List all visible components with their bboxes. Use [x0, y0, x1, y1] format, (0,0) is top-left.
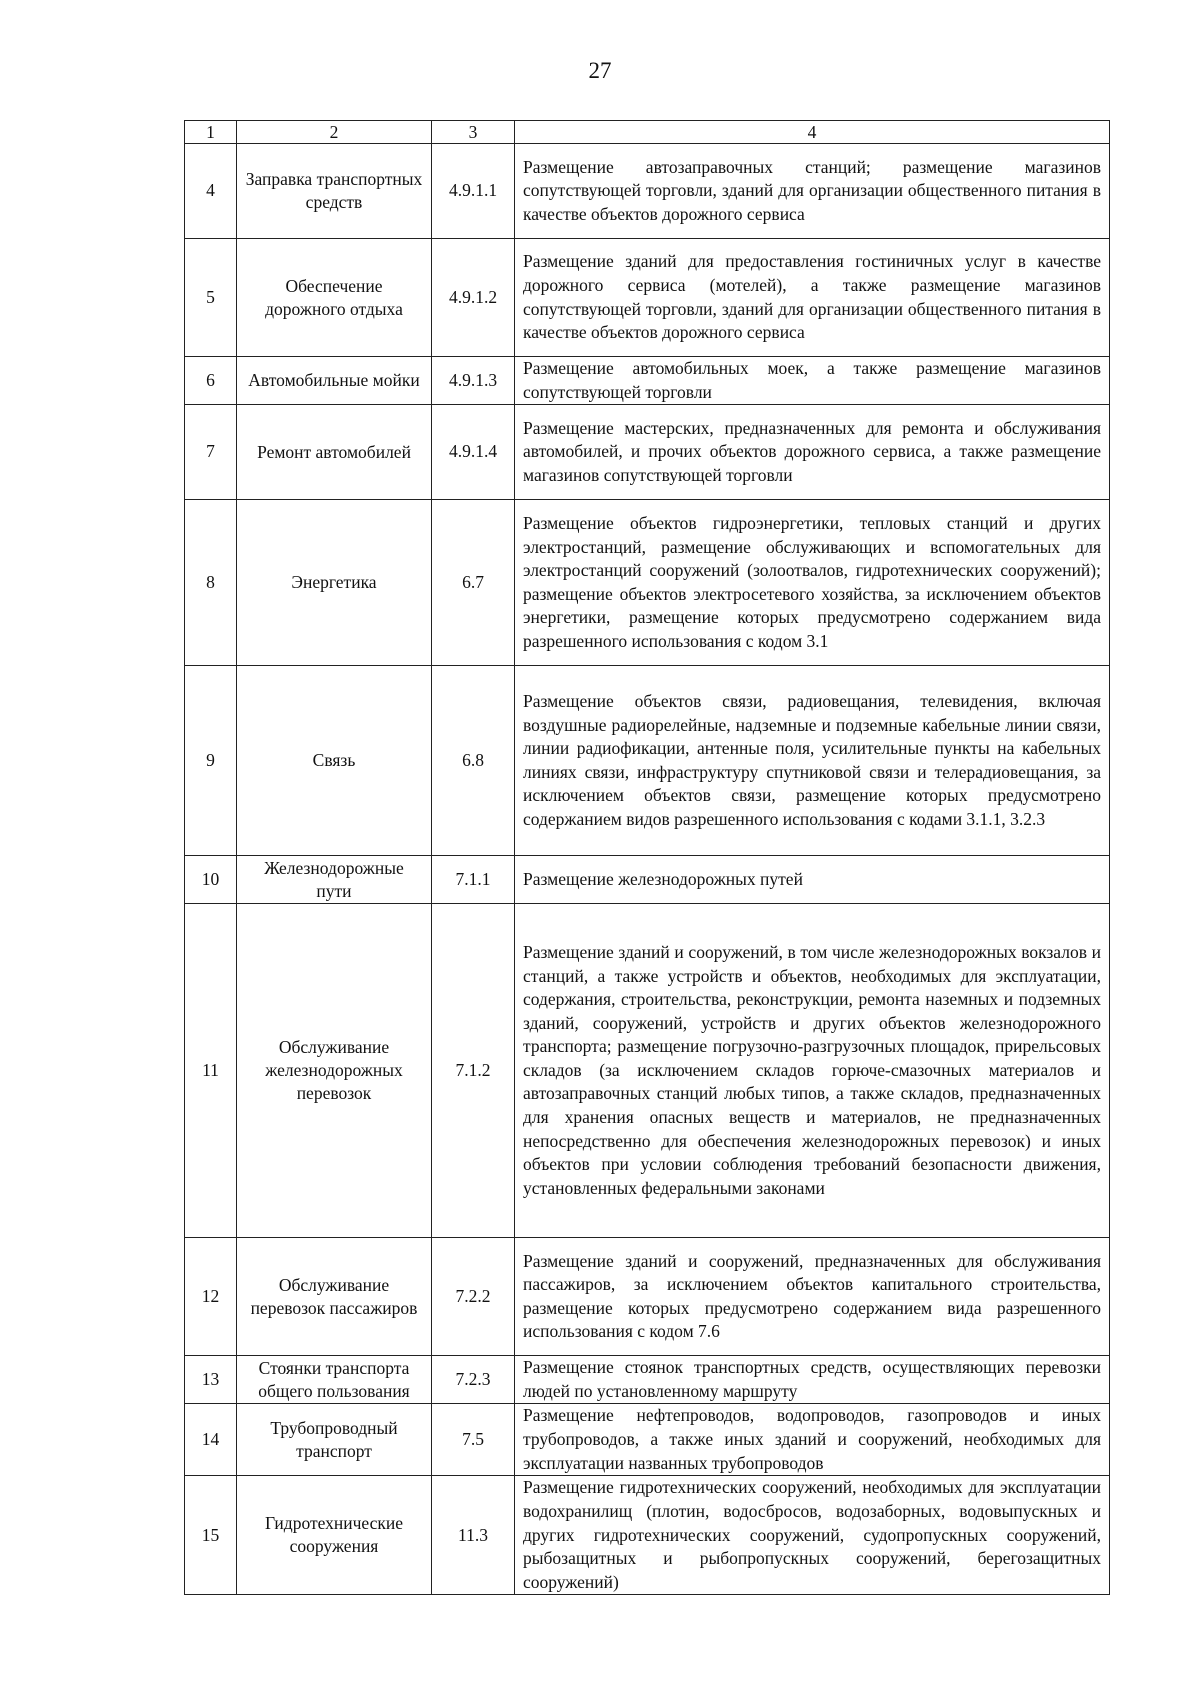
use-type-code: 6.7 [432, 500, 515, 666]
table-row [185, 405, 1110, 500]
use-type-description: Размещение мастерских, предназначенных для ремонта и обслуживания автомобилей, и прочих объектов дорожного сервиса, а также размещение магазинов сопутствующей торговли [515, 405, 1110, 500]
use-type-description: Размещение автозаправочных станций; размещение магазинов сопутствующей торговли, зданий для организации общественного питания в качестве объектов дорожного сервиса [515, 144, 1110, 239]
use-type-description: Размещение зданий для предоставления гостиничных услуг в качестве дорожного сервиса (мотелей), а также размещение магазинов сопутствующей торговли, зданий для организации общественного питания в качестве объектов дорожного сервиса [515, 239, 1110, 357]
table-row [185, 856, 1110, 904]
table-row [185, 904, 1110, 1238]
header-col-1: 1 [185, 121, 237, 144]
use-type-description: Размещение объектов гидроэнергетики, тепловых станций и других электростанций, размещение обслуживающих и вспомогательных для электростанций сооружений (золоотвалов, гидротехнических сооружений); размещение объектов электросетевого хозяйства, за исключением объектов энергетики, размещение которых предусмотрено содержанием вида разрешенного использования с кодом 3.1 [515, 500, 1110, 666]
row-number: 15 [185, 1476, 237, 1595]
header-col-3: 3 [432, 121, 515, 144]
table-row [185, 666, 1110, 856]
use-type-description: Размещение зданий и сооружений, предназначенных для обслуживания пассажиров, за исключением объектов капитального строительства, размещение которых предусмотрено содержанием вида разрешенного использования с кодом 7.6 [515, 1238, 1110, 1356]
row-number: 8 [185, 500, 237, 666]
use-type-code: 6.8 [432, 666, 515, 856]
row-number: 11 [185, 904, 237, 1238]
table-row [185, 1476, 1110, 1595]
use-type-name: Обслуживание перевозок пассажиров [237, 1238, 432, 1356]
use-type-name: Ремонт автомобилей [237, 405, 432, 500]
row-number: 5 [185, 239, 237, 357]
row-number: 9 [185, 666, 237, 856]
use-type-description: Размещение железнодорожных путей [515, 856, 1110, 904]
use-type-code: 4.9.1.2 [432, 239, 515, 357]
table-row [185, 1238, 1110, 1356]
use-type-name: Трубопроводный транспорт [237, 1404, 432, 1476]
use-type-code: 11.3 [432, 1476, 515, 1595]
row-number: 13 [185, 1356, 237, 1404]
use-type-name: Железнодорожные пути [237, 856, 432, 904]
use-type-code: 7.1.1 [432, 856, 515, 904]
use-type-description: Размещение стоянок транспортных средств, осуществляющих перевозки людей по установленному маршруту [515, 1356, 1110, 1404]
use-type-code: 4.9.1.4 [432, 405, 515, 500]
use-type-code: 7.1.2 [432, 904, 515, 1238]
use-type-code: 7.5 [432, 1404, 515, 1476]
use-type-code: 7.2.2 [432, 1238, 515, 1356]
table-row [185, 357, 1110, 405]
row-number: 14 [185, 1404, 237, 1476]
use-type-code: 4.9.1.1 [432, 144, 515, 239]
use-type-name: Обеспечение дорожного отдыха [237, 239, 432, 357]
use-type-description: Размещение объектов связи, радиовещания, телевидения, включая воздушные радиорелейные, надземные и подземные кабельные линии связи, линии радиофикации, антенные поля, усилительные пункты на кабельных линиях связи, инфраструктуру спутниковой связи и телерадиовещания, за исключением объектов связи, размещение которых предусмотрено содержанием видов разрешенного использования с кодами 3.1.1, 3.2.3 [515, 666, 1110, 856]
page-number: 27 [588, 58, 612, 83]
row-number: 6 [185, 357, 237, 405]
use-type-name: Заправка транспортных средств [237, 144, 432, 239]
header-row [185, 121, 1110, 144]
land-use-table [184, 120, 1110, 1595]
use-type-description: Размещение нефтепроводов, водопроводов, газопроводов и иных трубопроводов, а также иных зданий и сооружений, необходимых для эксплуатации названных трубопроводов [515, 1404, 1110, 1476]
row-number: 7 [185, 405, 237, 500]
use-type-code: 7.2.3 [432, 1356, 515, 1404]
row-number: 12 [185, 1238, 237, 1356]
table-row [185, 1356, 1110, 1404]
row-number: 10 [185, 856, 237, 904]
use-type-name: Обслуживание железнодорожных перевозок [237, 904, 432, 1238]
use-type-name: Энергетика [237, 500, 432, 666]
use-type-name: Автомобильные мойки [237, 357, 432, 405]
use-type-description: Размещение зданий и сооружений, в том числе железнодорожных вокзалов и станций, а также устройств и объектов, необходимых для эксплуатации, содержания, строительства, реконструкции, ремонта наземных и подземных зданий, сооружений, устройств и других объектов железнодорожного транспорта; размещение погрузочно-разгрузочных площадок, прирельсовых складов (за исключением складов горюче-смазочных материалов и автозаправочных станций любых типов, а также складов, предназначенных для хранения опасных веществ и материалов, не предназначенных непосредственно для обеспечения железнодорожных перевозок) и иных объектов при условии соблюдения требований безопасности движения, установленных федеральными законами [515, 904, 1110, 1238]
header-col-4: 4 [515, 121, 1110, 144]
use-type-name: Стоянки транспорта общего пользования [237, 1356, 432, 1404]
use-type-name: Связь [237, 666, 432, 856]
table-row [185, 500, 1110, 666]
use-type-name: Гидротехнические сооружения [237, 1476, 432, 1595]
header-col-2: 2 [237, 121, 432, 144]
table-row [185, 1404, 1110, 1476]
row-number: 4 [185, 144, 237, 239]
use-type-code: 4.9.1.3 [432, 357, 515, 405]
table-row [185, 144, 1110, 239]
use-type-description: Размещение гидротехнических сооружений, необходимых для эксплуатации водохранилищ (плотин, водосбросов, водозаборных, водовыпускных и других гидротехнических сооружений, судопропускных сооружений, рыбозащитных и рыбопропускных сооружений, берегозащитных сооружений) [515, 1476, 1110, 1595]
use-type-description: Размещение автомобильных моек, а также размещение магазинов сопутствующей торговли [515, 357, 1110, 405]
table-row [185, 239, 1110, 357]
